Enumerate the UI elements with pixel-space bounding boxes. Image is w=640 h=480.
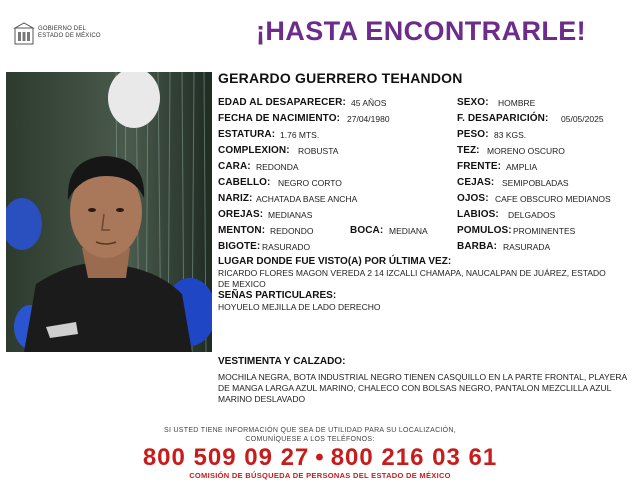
clothing-label: VESTIMENTA Y CALZADO: — [218, 356, 346, 367]
sexo-value: HOMBRE — [498, 98, 536, 108]
nariz-value: ACHATADA BASE ANCHA — [256, 194, 358, 204]
orejas-value: MEDIANAS — [268, 210, 313, 220]
boca-label: BOCA: — [350, 225, 384, 236]
phone-numbers — [0, 444, 640, 472]
clothing-text: MOCHILA NEGRA, BOTA INDUSTRIAL NEGRO TIENEN CASQUILLO EN LA PARTE FRONTAL, PLAYERA DE MANGA LARGA AZUL MARINO, CHALECO CON BOLSAS NEGRO, PANTALON MEZCLILLA AZUL MARINO DESLAVADO — [218, 372, 627, 404]
commission-name: COMISIÓN DE BÚSQUEDA DE PERSONAS DEL ESTADO DE MÉXICO — [189, 471, 451, 480]
missing-person-photo — [6, 72, 212, 352]
ojos-value: CAFE OBSCURO MEDIANOS — [495, 194, 611, 204]
distinguishing-marks-text: HOYUELO MEJILLA DE LADO DERECHO — [218, 302, 381, 312]
complexion-label: COMPLEXION: — [218, 145, 290, 156]
last-seen-text: RICARDO FLORES MAGON VEREDA 2 14 IZCALLI CHAMAPA, NAUCALPAN DE JUÁREZ, ESTADO DE MEXICO — [218, 268, 606, 289]
boca-value: MEDIANA — [389, 226, 428, 236]
tez-label: TEZ: — [457, 145, 480, 156]
bigote-label: BIGOTE: — [218, 241, 261, 252]
government-name: GOBIERNO DEL ESTADO DE MÉXICO — [38, 26, 101, 39]
frente-value: AMPLIA — [506, 162, 538, 172]
estatura-value: 1.76 MTS. — [280, 130, 320, 140]
desaparicion-value: 05/05/2025 — [561, 114, 604, 124]
edad-label: EDAD AL DESAPARECER: — [218, 97, 346, 108]
barba-label: BARBA: — [457, 241, 498, 252]
frente-label: FRENTE: — [457, 161, 502, 172]
labios-value: DELGADOS — [508, 210, 556, 220]
nacimiento-value: 27/04/1980 — [347, 114, 390, 124]
nacimiento-label: FECHA DE NACIMIENTO: — [218, 113, 340, 124]
contact-instructions: SI USTED TIENE INFORMACIÓN QUE SEA DE UTILIDAD PARA SU LOCALIZACIÓN, COMUNÍQUESE A LOS TELÉFONOS: — [163, 427, 457, 443]
desaparicion-label: F. DESAPARICIÓN: — [457, 113, 549, 124]
phone-number-1[interactable]: 800 509 09 27 — [142, 444, 310, 471]
page-title: ¡HASTA ENCONTRARLE! — [256, 16, 587, 46]
ojos-label: OJOS: — [457, 193, 489, 204]
cabello-label: CABELLO: — [218, 177, 271, 188]
complexion-value: ROBUSTA — [298, 146, 339, 156]
cejas-value: SEMIPOBLADAS — [502, 178, 569, 188]
sexo-label: SEXO: — [457, 97, 489, 108]
person-name: GERARDO GUERRERO TEHANDON — [218, 70, 463, 86]
bigote-value: RASURADO — [262, 242, 311, 252]
peso-label: PESO: — [457, 129, 489, 140]
cejas-label: CEJAS: — [457, 177, 495, 188]
pomulos-value: PROMINENTES — [513, 226, 576, 236]
orejas-label: OREJAS: — [218, 209, 264, 220]
edad-value: 45 AÑOS — [351, 98, 387, 108]
labios-label: LABIOS: — [457, 209, 499, 220]
pomulos-label: POMULOS: — [457, 225, 512, 236]
cara-label: CARA: — [218, 161, 251, 172]
cabello-value: NEGRO CORTO — [278, 178, 342, 188]
peso-value: 83 KGS. — [494, 130, 527, 140]
cara-value: REDONDA — [256, 162, 299, 172]
menton-value: REDONDO — [270, 226, 314, 236]
estatura-label: ESTATURA: — [218, 129, 276, 140]
government-logo — [12, 22, 122, 46]
last-seen-label: LUGAR DONDE FUE VISTO(A) POR ÚLTIMA VEZ: — [218, 256, 452, 267]
barba-value: RASURADA — [503, 242, 551, 252]
nariz-label: NARIZ: — [218, 193, 253, 204]
phone-separator: • — [315, 444, 325, 471]
phone-number-2[interactable]: 800 216 03 61 — [330, 444, 498, 471]
state-seal-icon — [12, 22, 36, 46]
distinguishing-marks-label: SEÑAS PARTICULARES: — [218, 290, 337, 301]
menton-label: MENTON: — [218, 225, 266, 236]
tez-value: MORENO OSCURO — [487, 146, 565, 156]
